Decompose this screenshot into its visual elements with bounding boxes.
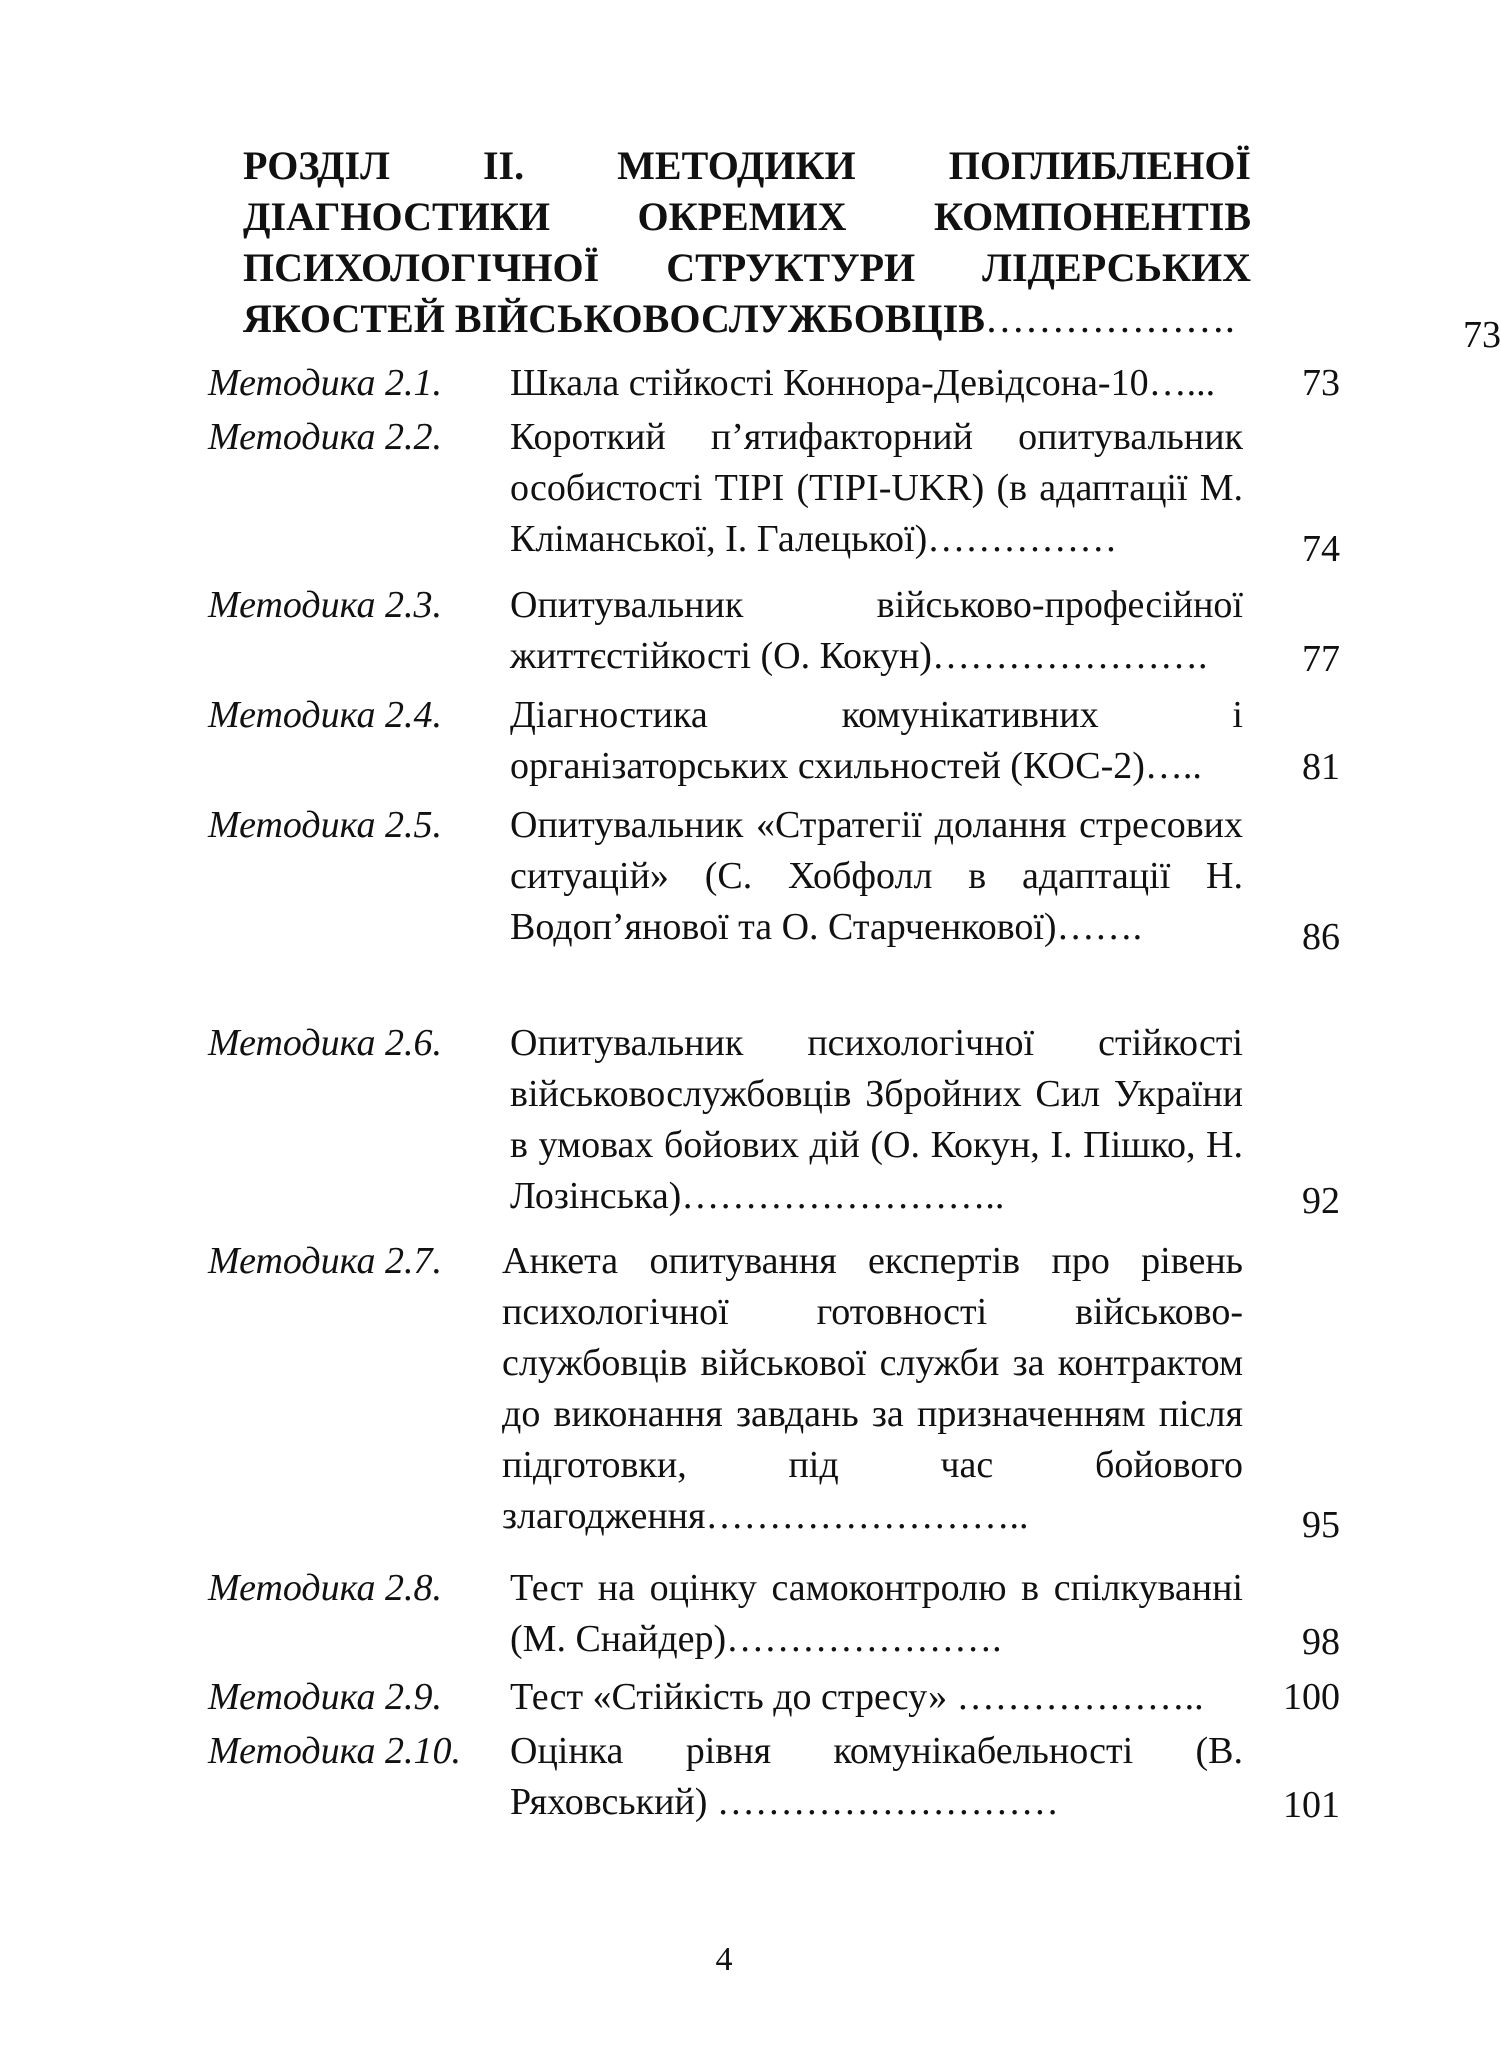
page-number: 4 <box>715 1941 733 1978</box>
section-page-number[interactable]: 73 <box>1463 314 1501 356</box>
entry-page-number: 81 <box>1302 746 1340 788</box>
entry-title: Тест «Стійкість до стресу» ……………….. <box>510 1676 1204 1718</box>
entry-label: Методика 2.2. <box>208 416 442 458</box>
entry-title: Опитувальник військово-професійної життєстійкості (О. Кокун)…………………. <box>510 584 1243 677</box>
entry-page-number: 74 <box>1302 528 1340 570</box>
entry-page-number: 86 <box>1302 916 1340 958</box>
toc-section-heading <box>243 140 1501 356</box>
entry-label: Методика 2.5. <box>208 804 442 846</box>
entry-title: Тест на оцінку самоконтролю в спілкуванні (М. Снайдер)…………………. <box>510 1567 1243 1660</box>
entry-label: Методика 2.6. <box>208 1022 442 1064</box>
entry-page-number: 73 <box>1302 362 1340 404</box>
entry-label: Методика 2.3. <box>208 584 442 626</box>
entry-title: Опитувальник «Стратегії долання стресових ситуацій» (С. Хобфолл в адаптації Н. Водоп’янової та О. Старченкової)……. <box>510 804 1243 948</box>
entry-label: Методика 2.8. <box>208 1567 442 1609</box>
entry-page-number: 100 <box>1283 1676 1340 1718</box>
section-title-last: ЯКОСТЕЙ ВІЙСЬКОВОСЛУЖБОВЦІВ <box>243 296 985 341</box>
entry-label: Методика 2.1. <box>208 362 442 404</box>
entry-label: Методика 2.10. <box>208 1730 461 1772</box>
entry-title: Опитувальник психологічної стійкості військовослужбовців Збройних Сил України в умовах бойових дій (О. Кокун, І. Пішко, Н. Лозінська)…………………….. <box>510 1022 1243 1217</box>
section-leader-dots: ………………. <box>984 296 1235 341</box>
entry-page-number: 98 <box>1302 1621 1340 1663</box>
entry-page-number: 92 <box>1302 1180 1340 1222</box>
entry-title: Діагностика комунікативних і організаторських схильностей (КОС-2)….. <box>510 694 1243 787</box>
entry-title: Шкала стійкості Коннора-Девідсона-10…... <box>510 362 1216 404</box>
entry-page-number: 95 <box>1302 1504 1340 1546</box>
entry-title: Короткий п’ятифакторний опитувальник особистості TIPI (TIPI-UKR) (в адаптації М. Кліманської, І. Галецької)…………… <box>510 416 1243 560</box>
entry-label: Методика 2.7. <box>208 1240 442 1282</box>
entry-page-number: 77 <box>1302 638 1340 680</box>
section-title-last-line <box>243 296 1235 341</box>
entry-label: Методика 2.9. <box>208 1676 442 1718</box>
entry-page-number: 101 <box>1283 1784 1340 1826</box>
section-title-text: РОЗДІЛ II. МЕТОДИКИ ПОГЛИБЛЕНОЇ ДІАГНОСТИКИ ОКРЕМИХ КОМПОНЕНТІВ ПСИХОЛОГІЧНОЇ СТРУКТУРИ ЛІДЕРСЬКИХ <box>243 143 1251 290</box>
section-title <box>243 140 1251 344</box>
entry-label: Методика 2.4. <box>208 694 442 736</box>
entry-title: Оцінка рівня комунікабельності (В. Ряховський) ……………………… <box>510 1730 1243 1823</box>
entry-title: Анкета опитування експертів про рівень психологічної готовності військово-службовців військової служби за контрактом до виконання завдань за призначенням після підготовки, під час бойового злагодження…………………….. <box>502 1240 1243 1537</box>
